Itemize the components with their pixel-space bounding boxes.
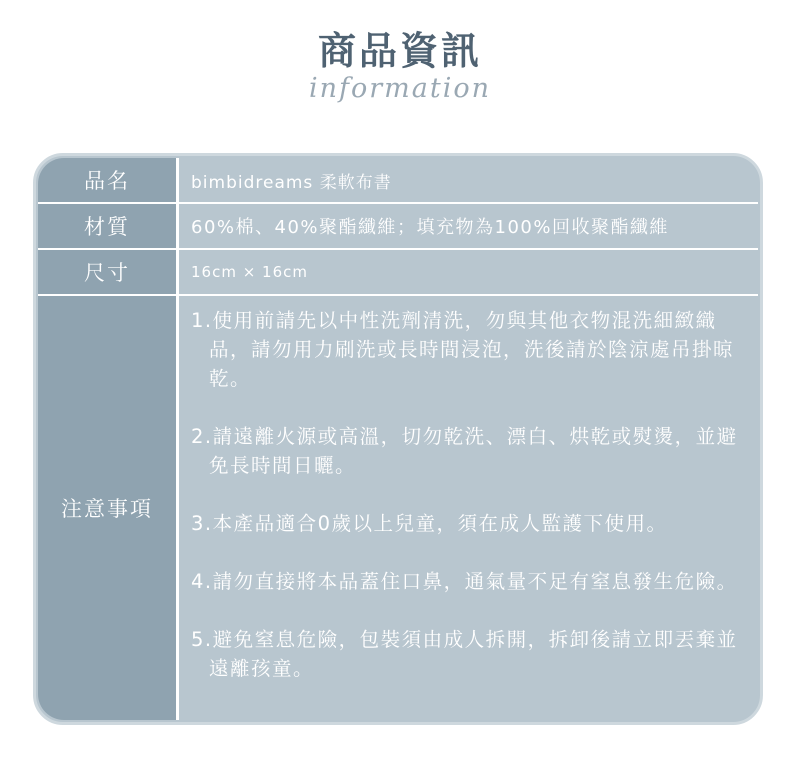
page-title: 商品資訊 [317,29,482,73]
material-label: 材質 [38,204,179,250]
product-info-table [38,158,758,720]
notes-list [179,296,758,720]
page-subtitle: information [308,73,491,104]
note-item: 5.避免窒息危險，包裝須由成人拆開，拆卸後請立即丟棄並遠離孩童。 [191,628,738,680]
size-value: 16cm × 16cm [179,250,758,296]
note-item: 4.請勿直接將本品蓋住口鼻，通氣量不足有窒息發生危險。 [191,570,738,593]
note-item: 3.本產品適合0歲以上兒童，須在成人監護下使用。 [191,512,668,535]
notes-label: 注意事項 [38,296,179,720]
page-header [0,28,800,104]
name-value: bimbidreams 柔軟布書 [179,158,758,204]
size-label: 尺寸 [38,250,179,296]
note-item: 2.請遠離火源或高溫，切勿乾洗、漂白、烘乾或熨燙，並避免長時間日曬。 [191,425,738,477]
material-value: 60%棉、40%聚酯纖維；填充物為100%回收聚酯纖維 [179,204,758,250]
name-label: 品名 [38,158,179,204]
product-info-panel [33,153,763,725]
note-item: 1.使用前請先以中性洗劑清洗，勿與其他衣物混洗細緻織品，請勿用力刷洗或長時間浸泡，洗後請於陰涼處吊掛晾乾。 [191,309,735,390]
